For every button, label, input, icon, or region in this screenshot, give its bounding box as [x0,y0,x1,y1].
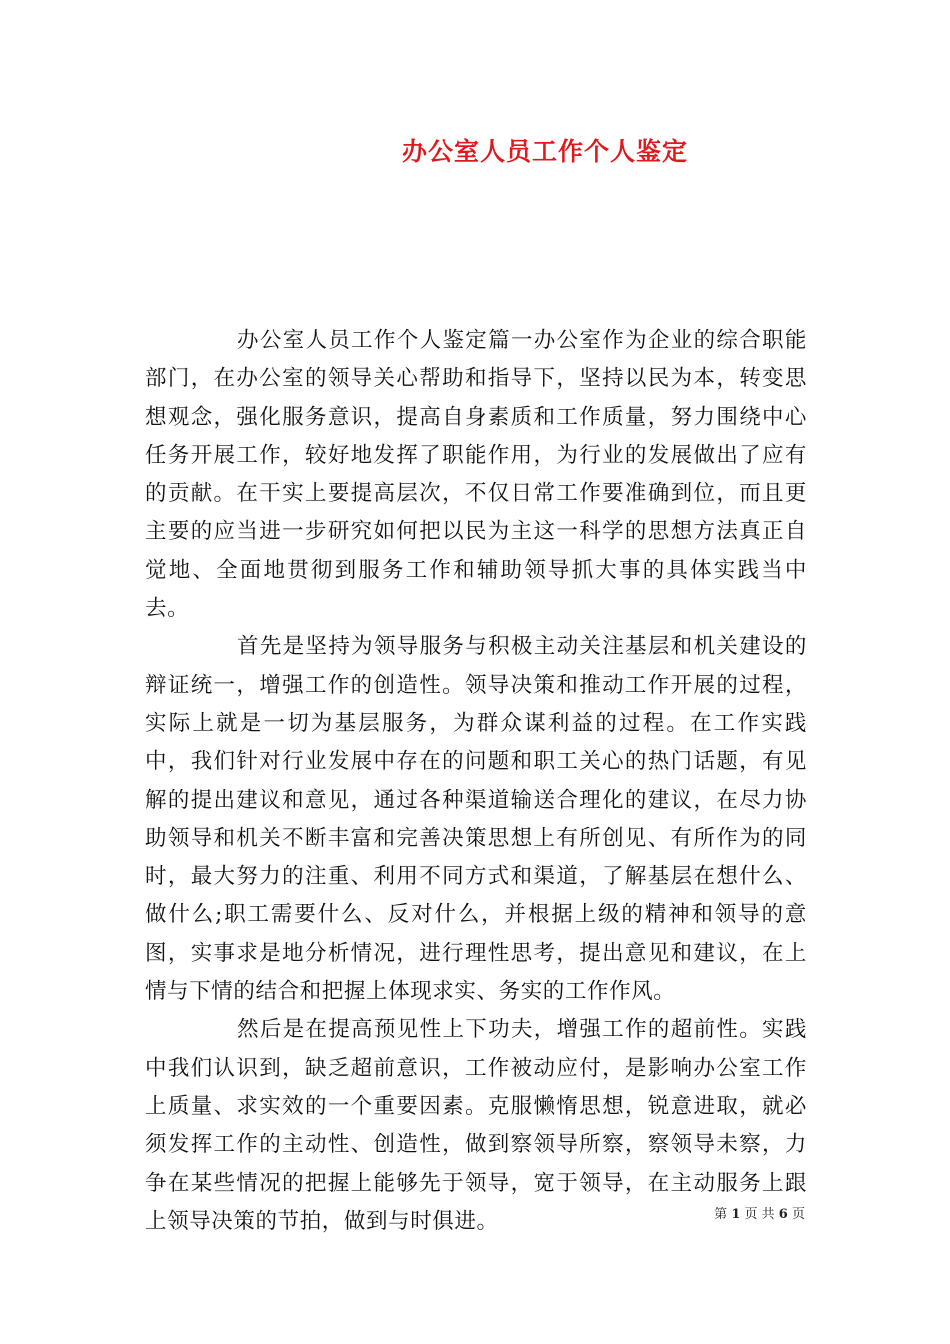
footer-suffix: 页 [791,1207,805,1222]
total-pages-number: 6 [778,1207,788,1222]
paragraph-3: 然后是在提高预见性上下功夫，增强工作的超前性。实践中我们认识到，缺乏超前意识，工作被动应付，是影响办公室工作上质量、求实效的一个重要因素。克服懒惰思想，锐意进取，就必须发挥工作的主动性、创造性，做到察领导所察，察领导未察，力争在某些情况的把握上能够先于领导，宽于领导，在主动服务上跟上领导决策的节拍，做到与时俱进。 [145,1017,807,1234]
paragraph-1: 办公室人员工作个人鉴定篇一办公室作为企业的综合职能部门，在办公室的领导关心帮助和指导下，坚持以民为本，转变思想观念，强化服务意识，提高自身素质和工作质量，努力围绕中心任务开展工作，较好地发挥了职能作用，为行业的发展做出了应有的贡献。在干实上要提高层次，不仅日常工作要准确到位，而且更主要的应当进一步研究如何把以民为主这一科学的思想方法真正自觉地、全面地贯彻到服务工作和辅助领导抓大事的具体实践当中去。 [145,328,807,622]
page-footer [714,1203,805,1222]
footer-prefix: 第 [714,1207,728,1222]
footer-middle: 页 共 [744,1207,775,1222]
document-body [145,322,807,1241]
document-title: 办公室人员工作个人鉴定 [401,137,688,166]
paragraph-2: 首先是坚持为领导服务与积极主动关注基层和机关建设的辩证统一，增强工作的创造性。领导决策和推动工作开展的过程，实际上就是一切为基层服务，为群众谋利益的过程。在工作实践中，我们针对行业发展中存在的问题和职工关心的热门话题，有见解的提出建议和意见，通过各种渠道输送合理化的建议，在尽力协助领导和机关不断丰富和完善决策思想上有所创见、有所作为的同时，最大努力的注重、利用不同方式和渠道，了解基层在想什么、做什么;职工需要什么、反对什么，并根据上级的精神和领导的意图，实事求是地分析情况，进行理性思考，提出意见和建议，在上情与下情的结合和把握上体现求实、务实的工作作风。 [145,634,807,1005]
current-page-number: 1 [731,1207,741,1222]
